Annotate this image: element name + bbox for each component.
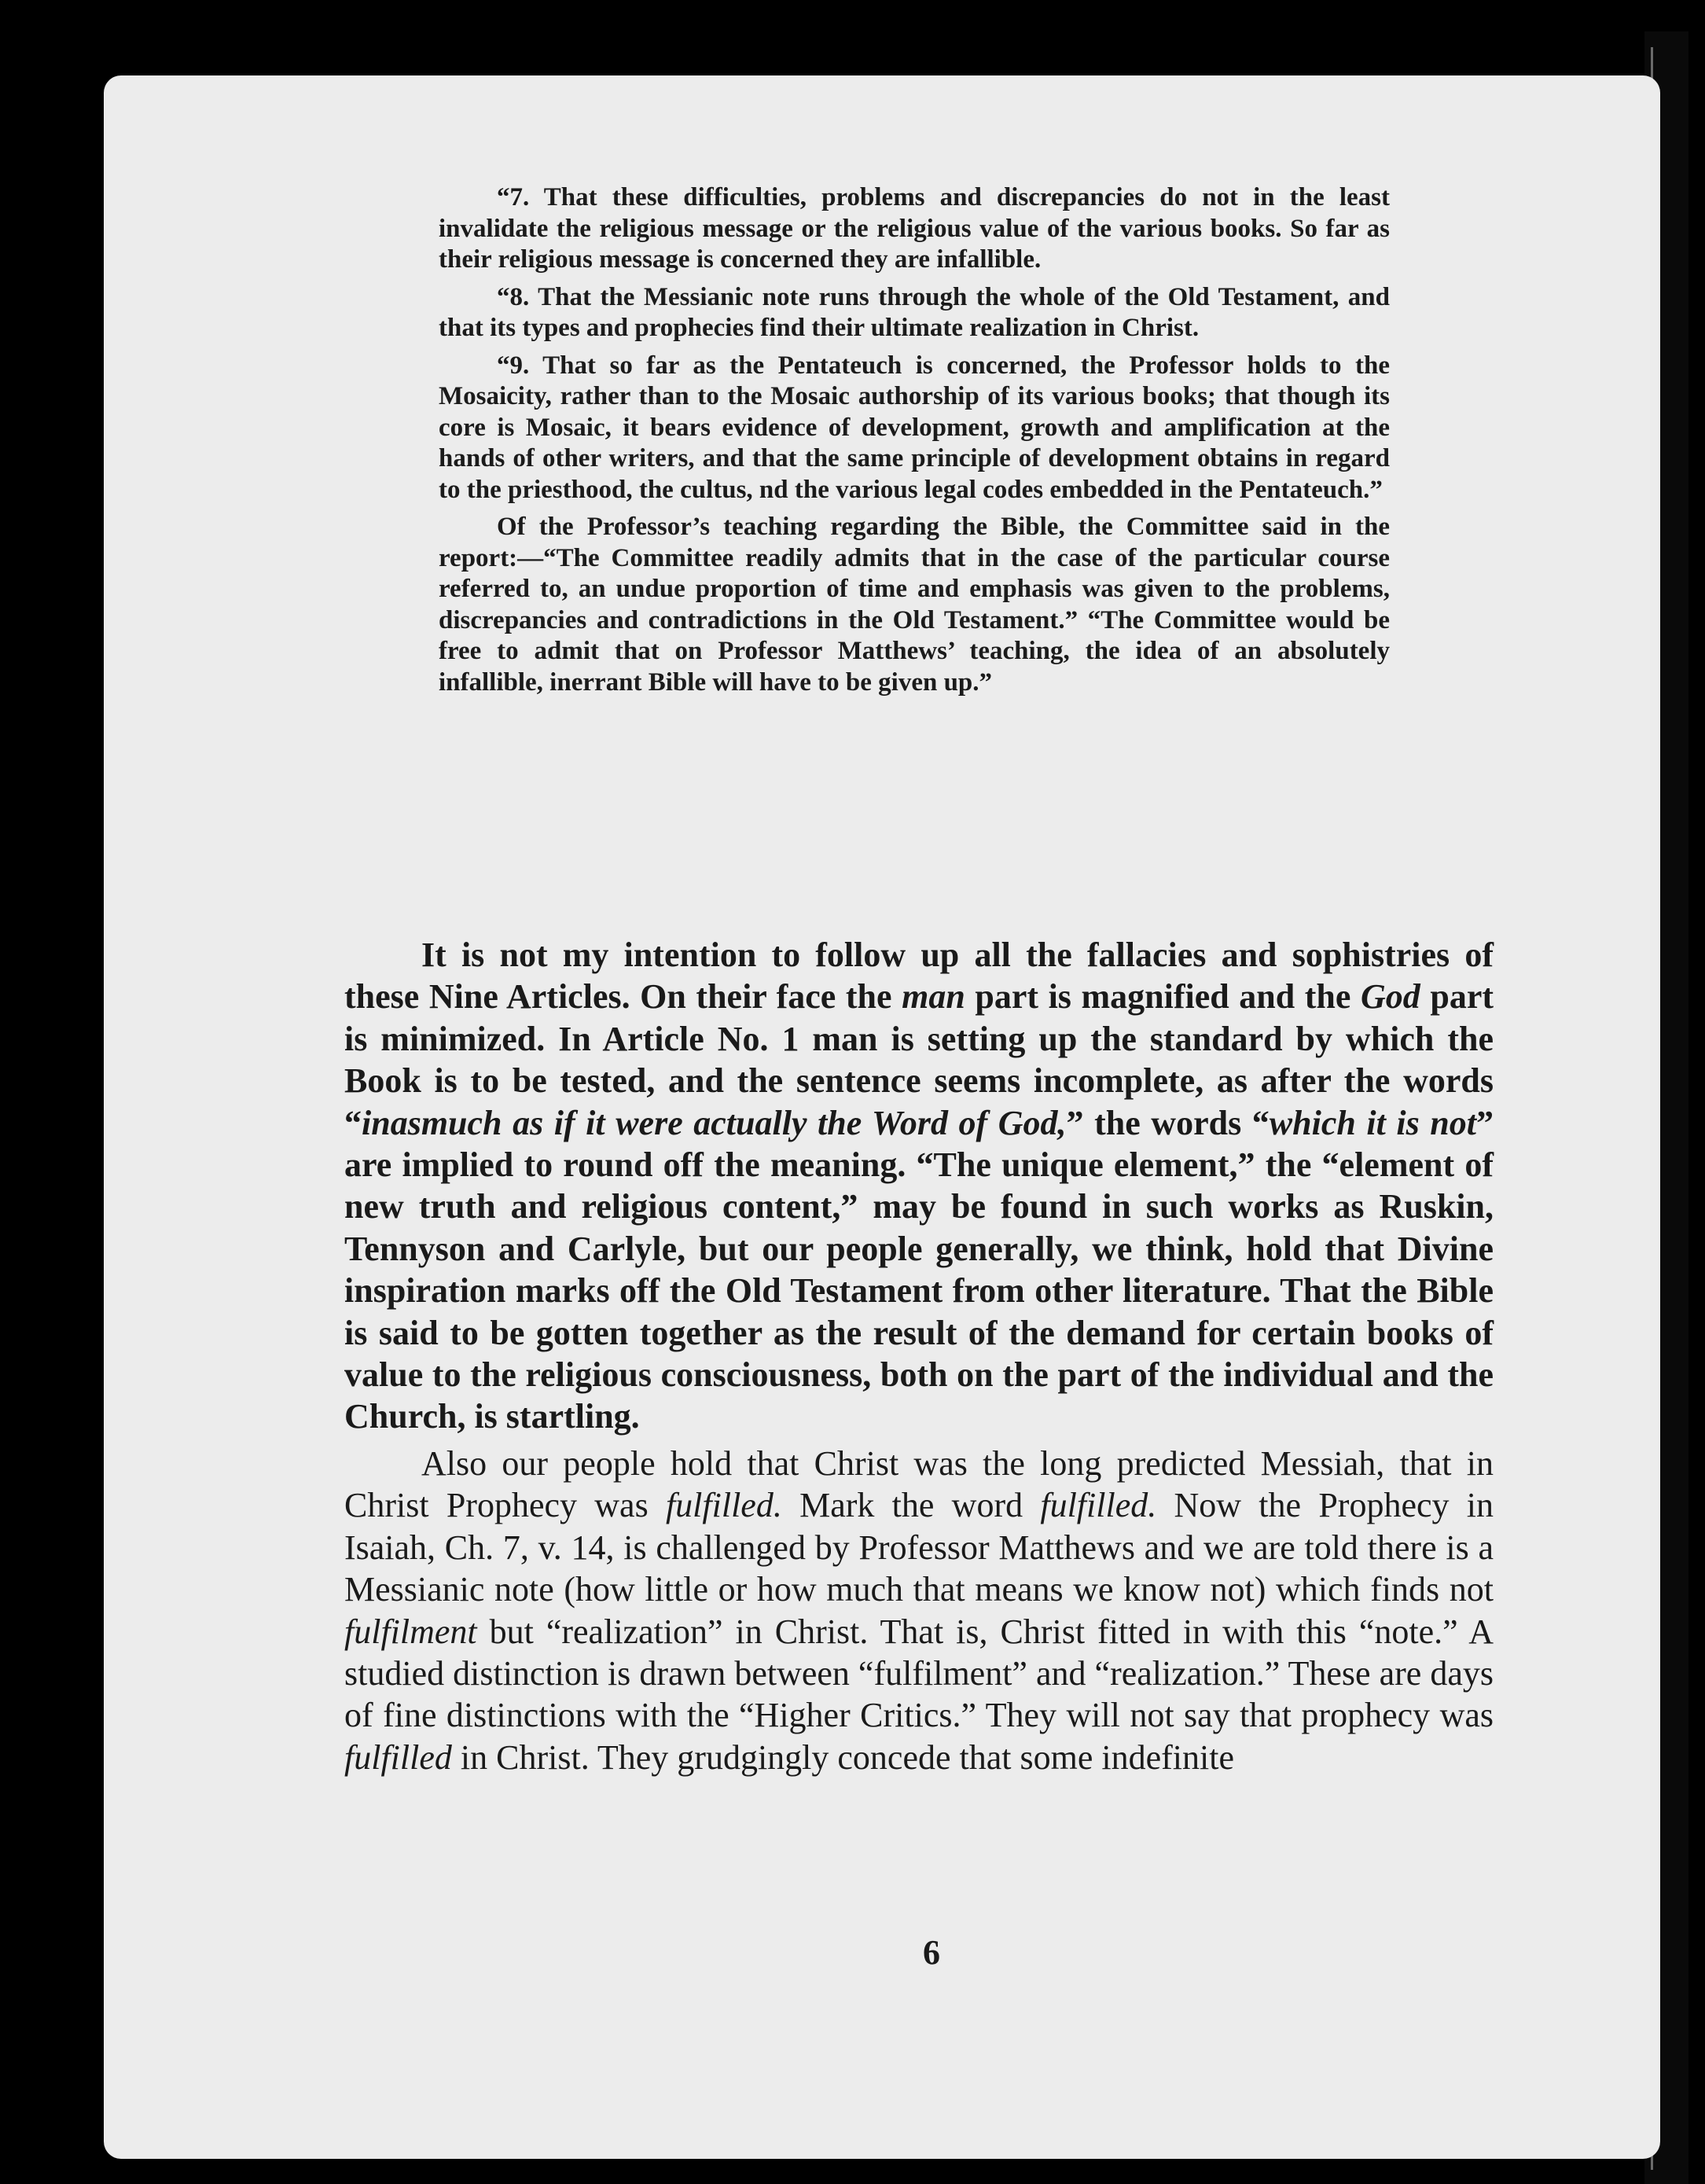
italic-run: fulfilled.	[1040, 1486, 1157, 1525]
text-run: Also our people hold that Christ was the long predicted Messiah, that in Christ Prophecy was	[344, 1443, 1494, 1525]
italic-run: inasmuch as if it were actually the Word of God,	[362, 1103, 1067, 1142]
body-text-block	[344, 934, 1494, 1783]
body-paragraph-1	[344, 934, 1494, 1438]
italic-run: fulfilled	[344, 1737, 452, 1777]
text-run: Mark the word	[781, 1486, 1041, 1525]
italic-run: fulfilment	[344, 1612, 477, 1651]
text-run: It is not my intention to follow up all the fallacies and sophistries of these Nine Articles. On their face the	[344, 936, 1494, 1017]
italic-run: man	[902, 977, 965, 1017]
quote-paragraph-7: “7. That these difficulties, problems and discrepancies do not in the least invalidate the religious message or the religious value of the various books. So far as their religious message is concerned they are infallible.	[439, 183, 1390, 274]
page-number: 6	[923, 1933, 940, 1972]
italic-run: fulfilled.	[665, 1486, 782, 1525]
quoted-report-block	[439, 182, 1390, 704]
text-run: in Christ. They grudgingly concede that some indefinite	[451, 1737, 1234, 1777]
quote-paragraph-9: “9. That so far as the Pentateuch is concerned, the Professor holds to the Mosaicity, rather than to the Mosaic authorship of its various books; that though its core is Mosaic, it bears evidence of development, growth and amplification at the hands of other writers, and that the same principle of development obtains in regard to the priesthood, the cultus, nd the various legal codes embedded in the Pentateuch.”	[439, 351, 1390, 504]
quote-paragraph-8: “8. That the Messianic note runs through the whole of the Old Testament, and that its types and prophecies find their ultimate realization in Christ.	[439, 282, 1390, 342]
body-paragraph-2	[344, 1443, 1494, 1778]
text-run: Now the Prophecy in Isaiah, Ch. 7, v. 14, is challenged by Professor Matthews and we are told there is a Messianic note (how little or how much that means we know not) which finds not	[344, 1486, 1494, 1609]
text-run: part is magnified and the	[965, 977, 1361, 1017]
quote-paragraph-committee: Of the Professor’s teaching regarding the Bible, the Committee said in the report:—“The Committee readily admits that in the case of the particular course referred to, an undue proportion of time and emphasis was given to the problems, discrepancies and contradictions in the Old Testament.” “The Committee would be free to admit that on Professor Matthews’ teaching, the idea of an absolutely infallible, inerrant Bible will have to be given up.”	[439, 513, 1390, 697]
italic-run: God	[1361, 977, 1420, 1017]
italic-run: which it is not	[1269, 1103, 1476, 1142]
text-run: part is minimized. In Article No. 1 man is setting up the standard by which the Book is to be tested, and the sentence seems incomplete, as after the words “	[344, 977, 1494, 1142]
text-run: ” are implied to round off the meaning. “The unique element,” the “element of new truth and religious content,” may be found in such works as Ruskin, Tennyson and Carlyle, but our people generally, we think, hold that Divine inspiration marks off the Old Testament from other literature. That the Bible is said to be gotten together as the result of the demand for certain books of value to the religious consciousness, both on the part of the individual and the Church, is startling.	[344, 1103, 1494, 1436]
text-run: but “realization” in Christ. That is, Christ fitted in with this “note.” A studied distinction is drawn between “fulfilment” and “realization.” These are days of fine distinctions with the “Higher Critics.” They will not say that prophecy was	[344, 1612, 1494, 1735]
text-run: ” the words “	[1066, 1103, 1270, 1142]
